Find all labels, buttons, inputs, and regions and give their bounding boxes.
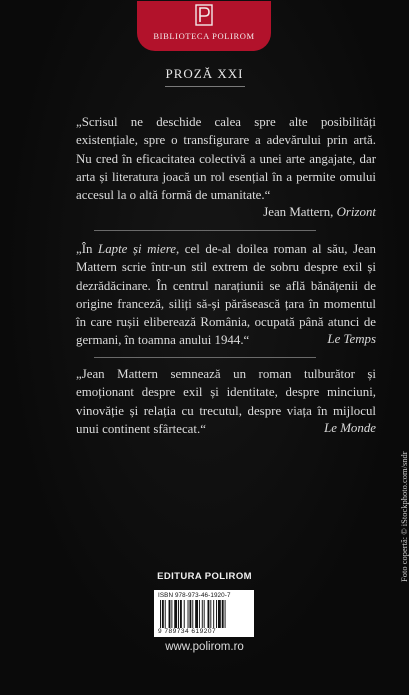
quote-source-le-monde <box>324 421 376 436</box>
barcode-bar <box>222 600 224 628</box>
barcode-bar <box>210 600 211 628</box>
quote-text-start: „În <box>76 242 99 256</box>
barcode-bar <box>184 600 185 628</box>
barcode-bar <box>171 600 172 628</box>
divider <box>94 230 316 231</box>
source-publication: Orizont <box>336 205 376 219</box>
barcode-bar <box>180 600 182 628</box>
polirom-monogram-icon <box>195 4 213 26</box>
quote-text-rest: , cel de-al doilea roman al său, Jean Mattern scrie într-un stil extrem de sobru despre exil și dezrădăcinare. În centrul narațiunii se află bănățenii de origine franceză, siliți să-și părăsească țara în momentul în care rușii eliberează România, ocupată până atunci de germani, în toamna anului 1944.“ <box>76 242 376 348</box>
series-title: PROZĂ XXI <box>165 66 244 81</box>
isbn: ISBN 978-973-46-1920-7 <box>158 592 231 599</box>
source-author: Jean Mattern, <box>263 205 337 219</box>
quote-orizont: „Scrisul ne deschide calea spre alte posibilități existențiale, spre o transfigurare a adevărului prin artă. Nu cred în eficacitatea colectivă a unei arte angajate, dar arta și literatura joacă un rol esențial în a permite omului accesul la o altă formă de umanitate.“ <box>76 115 376 203</box>
barcode-bar <box>225 600 226 628</box>
quote-source-orizont <box>263 205 376 220</box>
barcode-bar <box>213 600 214 628</box>
publisher-website: www.polirom.ro <box>165 641 244 653</box>
barcode-bar <box>195 600 198 628</box>
source-publication: Le Monde <box>324 421 376 435</box>
barcode-bar <box>160 600 161 628</box>
barcode-digits: 9 789734 619207 <box>158 628 217 635</box>
barcode-bar <box>199 600 200 628</box>
quote-source-le-temps <box>327 332 376 347</box>
source-publication: Le Temps <box>327 332 376 346</box>
barcode-bar <box>216 600 217 628</box>
barcode-bar <box>189 600 191 628</box>
barcode-bar <box>174 600 177 628</box>
barcode-bar <box>192 600 193 628</box>
barcode-bar <box>218 600 221 628</box>
barcode-bar <box>178 600 179 628</box>
barcode-bar <box>169 600 171 628</box>
barcode-bar <box>165 600 166 628</box>
logo-text: BIBLIOTECA POLIROM <box>153 31 255 41</box>
quote-le-monde: „Jean Mattern semnează un roman tulburător și emoționant despre exil și identitate, despre minciuni, vinovăție și relația cu trecutul, despre viața în mijlocul unui continent sfârtecat.“ <box>76 367 376 436</box>
photo-credit: Foto copertă: © iStockphoto.com/sndr <box>399 451 409 582</box>
book-title: Lapte și miere <box>98 242 176 256</box>
barcode-bar <box>162 600 164 628</box>
barcode-bar <box>208 600 210 628</box>
barcode-bar <box>188 600 189 628</box>
barcode <box>158 600 250 628</box>
publisher-logo <box>137 1 271 51</box>
publisher-name: EDITURA POLIROM <box>157 571 252 582</box>
barcode-bar <box>204 600 205 628</box>
barcode-bar <box>202 600 203 628</box>
divider <box>94 357 316 358</box>
series-underline <box>165 86 245 87</box>
barcode-block <box>154 590 254 637</box>
